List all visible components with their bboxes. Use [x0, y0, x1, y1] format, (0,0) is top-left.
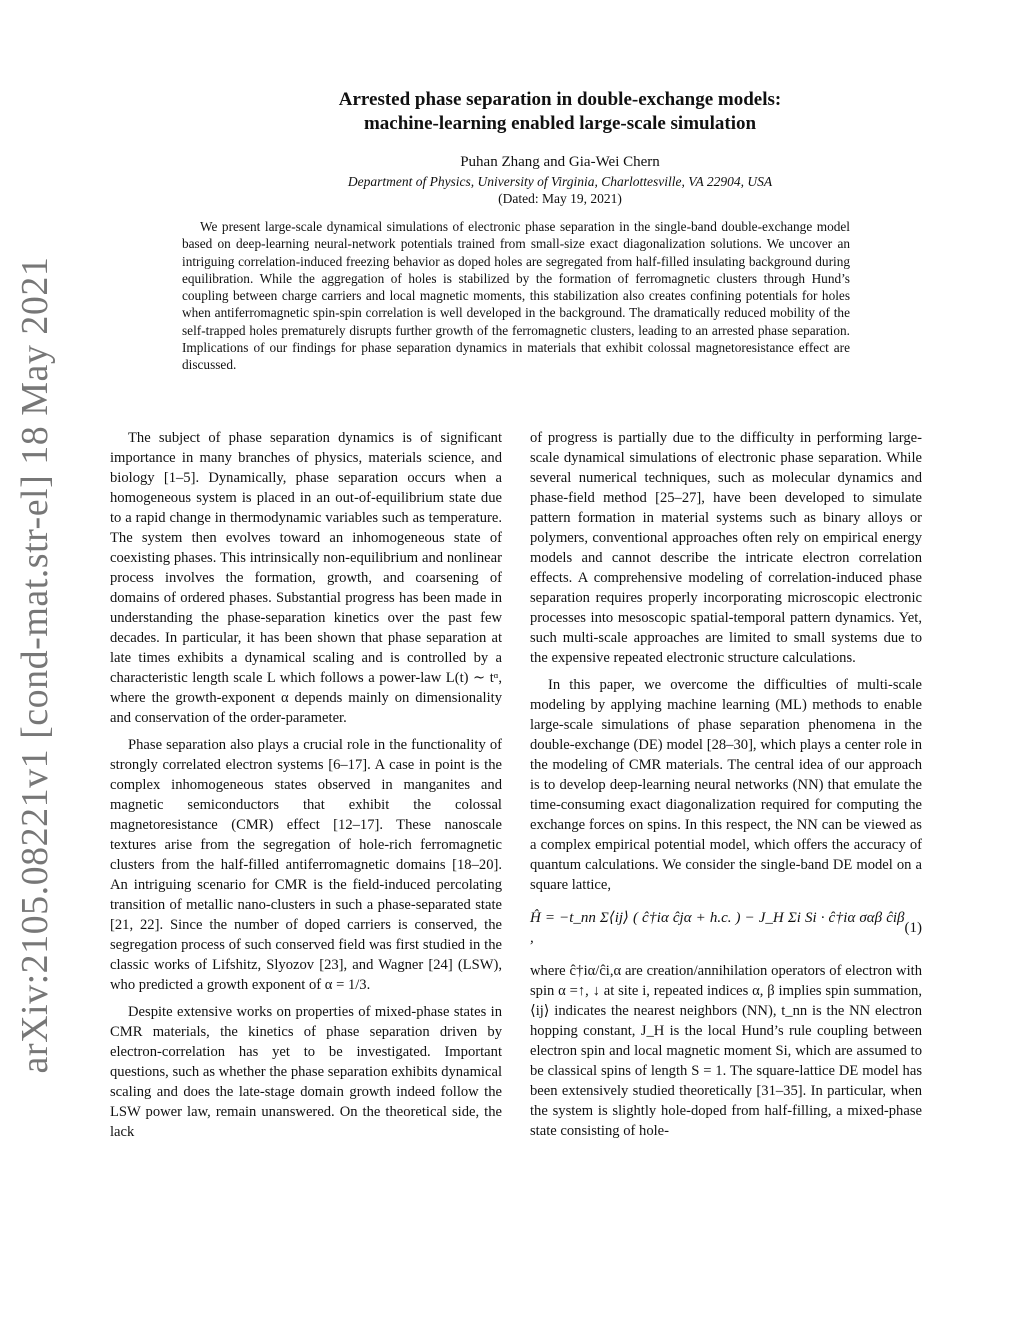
title-line-2: machine-learning enabled large-scale simulation — [363, 113, 757, 134]
right-paragraph-1: of progress is partially due to the difficulty in performing large-scale dynamical simulations of electronic phase separation. While several numerical techniques, such as molecular dynamics and phase-field method [25–27], have been developed to simulate pattern formation in material systems such as binary alloys or polymers, conventional approaches often rely on empirical energy models and cannot describe the intricate electron correlation effects. A comprehensive modeling of correlation-induced phase separation requires properly incorporating microscopic electronic processes into mesoscopic spatial-temporal pattern dynamics. Yet, such multi-scale approaches are limited to small systems due to the expensive repeated electronic structure calculations. — [530, 430, 922, 666]
date-line: (Dated: May 19, 2021) — [498, 191, 622, 206]
equation-1 — [530, 908, 922, 948]
abstract: We present large-scale dynamical simulations of electronic phase separation in the single-band double-exchange model based on deep-learning neural-network potentials trained from small-size exact diagonalization solutions. We uncover an intriguing correlation-induced freezing behavior as doped holes are segregated from half-filled insulating background during equilibration. While the aggregation of holes is stabilized by the formation of ferromagnetic clusters through Hund’s coupling between charge carriers and local magnetic moments, this stabilization also creates confining potentials for holes when antiferromagnetic spin-spin correlation is well developed in the background. The dramatically reduced mobility of the self-trapped holes prematurely disrupts further growth of the ferromagnetic clusters, leading to an arrested phase separation. Implications of our findings for phase separation dynamics in materials that exhibit colossal magnetoresistance effect are discussed. — [182, 219, 850, 373]
equation-number: (1) — [904, 920, 922, 936]
left-column — [110, 428, 502, 1149]
authors: Puhan Zhang and Gia-Wei Chern — [460, 154, 660, 170]
equation-body: Ĥ = −t_nn Σ⟨ij⟩ ( ĉ†iα ĉjα + h.c. ) − J_H Σi Si · ĉ†iα σαβ ĉiβ , — [530, 910, 905, 946]
affiliation: Department of Physics, University of Virginia, Charlottesville, VA 22904, USA — [347, 174, 773, 189]
right-column — [530, 428, 922, 1148]
right-paragraph-3: where ĉ†iα/ĉi,α are creation/annihilation operators of electron with spin α =↑, ↓ at site i, repeated indices α, β implies spin summation, ⟨ij⟩ indicates the nearest neighbors (NN), t_nn is the NN electron hopping constant, J_H is the local Hund’s rule coupling between electron spin and local magnetic moment Si, which are assumed to be classical spins of length S = 1. The square-lattice DE model has been extensively studied theoretically [31–35]. In particular, when the system is slightly hole-doped from half-filling, a mixed-phase state consisting of hole- — [530, 963, 922, 1139]
left-paragraph-2: Phase separation also plays a crucial role in the functionality of strongly correlated electron systems [6–17]. A case in point is the complex inhomogeneous states observed in manganites and magnetic semiconductors that exhibit the colossal magnetoresistance (CMR) effect [12–17]. These nanoscale textures arise from the segregation of hole-rich ferromagnetic clusters from the half-filled antiferromagnetic domains [18–20]. An intriguing scenario for CMR is the field-induced percolating transition of metallic nano-clusters in such a phase-separated state [21, 22]. Since the number of doped carriers is conserved, the segregation process of such conserved field was first studied in the classic works of Lifshitz, Slyozov [23], and Wagner [24] (LSW), who predicted a growth exponent of α = 1/3. — [110, 737, 502, 993]
arxiv-identifier-sidebar — [4, 256, 66, 1074]
left-paragraph-1: The subject of phase separation dynamics is of significant importance in many branches of physics, materials science, and biology [1–5]. Dynamically, phase separation occurs when a homogeneous system is placed in an out-of-equilibrium state due to a rapid change in thermodynamic variables such as temperature. The system then evolves toward an inhomogeneous state of coexisting phases. This intrinsically non-equilibrium and nonlinear process involves the formation, growth, and coarsening of domains of ordered phases. Substantial progress has been made in understanding the phase-separation kinetics over the past few decades. In particular, it has been shown that phase separation at late times exhibits a dynamical scaling and is controlled by a characteristic length scale L which follows a power-law L(t) ∼ tᵅ, where the growth-exponent α depends mainly on dimensionality and conservation of the order-parameter. — [110, 430, 502, 726]
paper-title — [120, 88, 1000, 136]
right-paragraph-2: In this paper, we overcome the difficulties of multi-scale modeling by applying machine learning (ML) methods to enable large-scale simulations of phase separation phenomena in the double-exchange (DE) model [28–30], which plays a center role in the modeling of CMR materials. The central idea of our approach is to develop deep-learning neural networks (NN) that emulate the time-consuming exact diagonalization required for computing the exchange forces on spins. In this respect, the NN can be viewed as a complex empirical potential model, which offers the accuracy of quantum calculations. We consider the single-band DE model on a square lattice, — [530, 677, 922, 893]
arxiv-identifier: arXiv:2105.08221v1 [cond-mat.str-el] 18 May 2021 — [14, 256, 56, 1074]
left-paragraph-3: Despite extensive works on properties of mixed-phase states in CMR materials, the kinetics of phase separation driven by electron-correlation has yet to be investigated. Important questions, such as whether the phase separation exhibits dynamical scaling and does the late-stage domain growth indeed follow the LSW power law, remain unanswered. On the theoretical side, the lack — [110, 1004, 502, 1140]
title-line-1: Arrested phase separation in double-exchange models: — [338, 89, 782, 110]
